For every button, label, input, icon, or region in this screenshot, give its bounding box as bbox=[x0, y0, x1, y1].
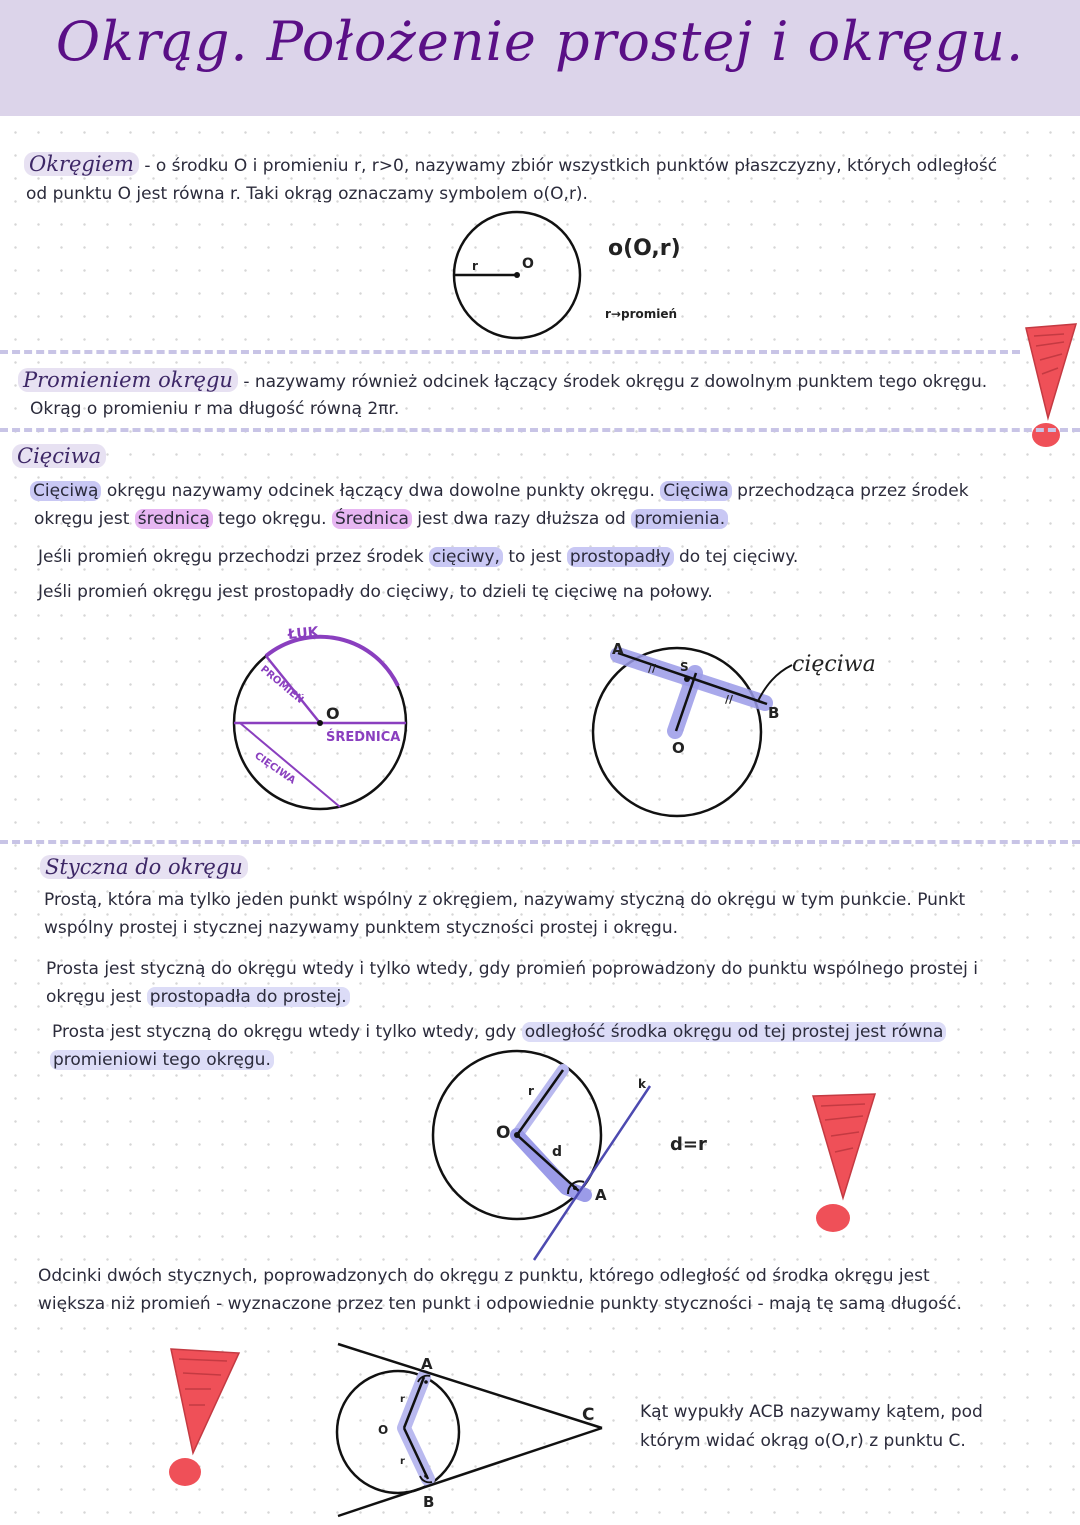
diameter-label: ŚREDNICA bbox=[326, 730, 401, 745]
angle-note-line-2: którym widać okrąg o(O,r) z punktu C. bbox=[640, 1431, 966, 1451]
two-tangents-line-1: Odcinki dwóch stycznych, poprowadzonych do okręgu z punktu, którego odległość od środka okręgu jest bbox=[38, 1266, 930, 1286]
point-a-label: A bbox=[421, 1355, 433, 1373]
center-label: O bbox=[496, 1123, 511, 1143]
chord-line-2: okręgu jest średnicą tego okręgu. Średnica jest dwa razy dłuższa od promienia. bbox=[34, 505, 728, 533]
two-tangents-diagram bbox=[330, 1340, 620, 1520]
point-c-label: C bbox=[582, 1405, 595, 1425]
exclamation-icon bbox=[165, 1345, 245, 1495]
circle-notation: o(O,r) bbox=[608, 236, 681, 261]
two-tangents-line-2: większa niż promień - wyznaczone przez ten punkt i odpowiednie punkty styczności - mają tę samą długość. bbox=[38, 1294, 962, 1314]
center-label: O bbox=[672, 739, 685, 757]
radius-label: r bbox=[472, 259, 478, 273]
exclamation-icon bbox=[805, 1090, 880, 1240]
section-divider bbox=[0, 428, 1080, 432]
center-label: O bbox=[522, 256, 534, 272]
chord-label: cięciwa bbox=[792, 652, 876, 677]
svg-text://: // bbox=[648, 662, 657, 675]
page-title: Okrąg. Położenie prostej i okręgu. bbox=[55, 10, 1025, 73]
tangent-heading: Styczna do okręgu bbox=[40, 853, 248, 883]
point-b-label: B bbox=[423, 1493, 435, 1511]
term-okregiem: Okręgiem bbox=[24, 152, 139, 176]
tangent-p1-line-2: wspólny prostej i stycznej nazywamy punktem styczności prostej i okręgu. bbox=[44, 918, 679, 938]
chord-label: CIĘCIWA bbox=[252, 750, 298, 787]
radius-label: PROMIEŃ bbox=[258, 663, 306, 706]
tangent-p2-line-2: okręgu jest prostopadła do prostej. bbox=[46, 983, 350, 1011]
circle-parts-diagram bbox=[230, 615, 430, 815]
radius-line-2: Okrąg o promieniu r ma długość równą 2πr. bbox=[30, 399, 400, 419]
definition-line-2: od punktu O jest równa r. Taki okrąg oznaczamy symbolem o(O,r). bbox=[26, 184, 588, 204]
center-label: O bbox=[378, 1423, 389, 1437]
exclamation-icon bbox=[1018, 322, 1080, 452]
point-a-label: A bbox=[595, 1186, 607, 1204]
tangent-p1-line-1: Prostą, która ma tylko jeden punkt wspólny z okręgiem, nazywamy styczną do okręgu w tym punkcie. Punkt bbox=[44, 890, 966, 910]
radius-label: r bbox=[400, 1456, 405, 1467]
distance-equation: d=r bbox=[670, 1134, 707, 1155]
line-k-label: k bbox=[638, 1077, 646, 1091]
term-promieniem: Promieniem okręgu bbox=[18, 368, 238, 392]
section-divider bbox=[0, 350, 1020, 354]
center-label: O bbox=[326, 704, 340, 723]
radius-legend: r→promień bbox=[605, 307, 678, 321]
tangent-p3-line-1: Prosta jest styczną do okręgu wtedy i tylko wtedy, gdy odległość środka okręgu od tej prostej jest równa bbox=[52, 1018, 946, 1046]
angle-note-line-1: Kąt wypukły ACB nazywamy kątem, pod bbox=[640, 1402, 983, 1422]
perpendicular-chord-diagram bbox=[580, 635, 900, 825]
arc-label: ŁUK bbox=[287, 624, 320, 644]
radius-label: r bbox=[528, 1084, 534, 1098]
radius-label: r bbox=[400, 1394, 405, 1405]
chord-line-3: Jeśli promień okręgu przechodzi przez środek cięciwy, to jest prostopadły do tej cięciwy. bbox=[38, 547, 799, 567]
chord-line-4: Jeśli promień okręgu jest prostopadły do cięciwy, to dzieli tę cięciwę na połowy. bbox=[38, 582, 713, 602]
section-divider bbox=[0, 840, 1080, 844]
definition-line-1: Okręgiem - o środku O i promieniu r, r>0, nazywamy zbiór wszystkich punktów płaszczyzny, których odległość bbox=[24, 150, 997, 180]
distance-label: d bbox=[552, 1144, 563, 1160]
svg-text://: // bbox=[725, 693, 734, 706]
tangent-p2-line-1: Prosta jest styczną do okręgu wtedy i tylko wtedy, gdy promień poprowadzony do punktu wspólnego prostej i bbox=[46, 959, 978, 979]
point-b-label: B bbox=[768, 704, 780, 722]
radius-line-1: Promieniem okręgu - nazywamy również odcinek łączący środek okręgu z dowolnym punktem tego okręgu. bbox=[18, 366, 987, 396]
tangent-line-diagram bbox=[420, 1050, 740, 1265]
point-s-label: S bbox=[680, 660, 689, 674]
chord-heading: Cięciwa bbox=[12, 442, 106, 472]
point-a-label: A bbox=[612, 640, 624, 658]
tangent-p3-line-2: promieniowi tego okręgu. bbox=[50, 1046, 274, 1074]
circle-diagram bbox=[440, 215, 740, 330]
chord-line-1: Cięciwą okręgu nazywamy odcinek łączący dwa dowolne punkty okręgu. Cięciwa przechodząca przez środek bbox=[30, 477, 969, 505]
